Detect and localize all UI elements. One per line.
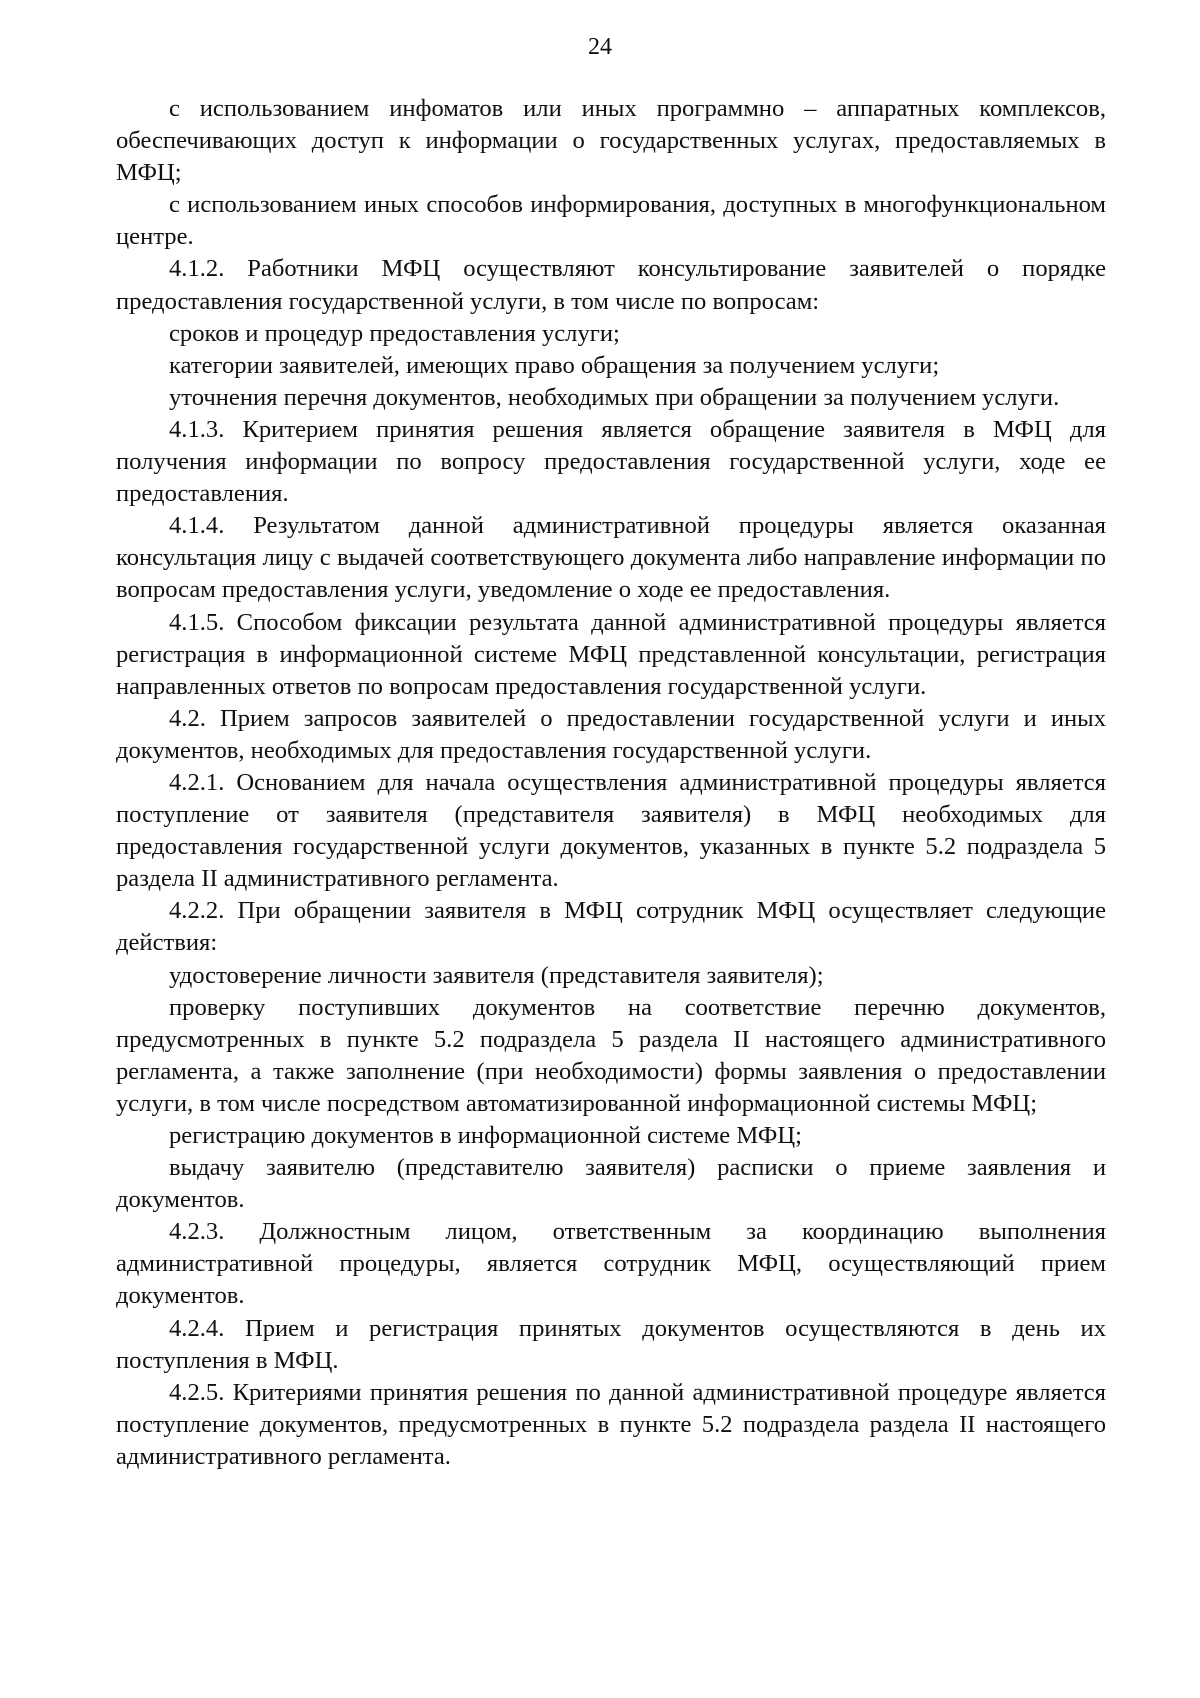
paragraph: регистрацию документов в информационной системе МФЦ; bbox=[169, 1122, 802, 1149]
paragraph: выдачу заявителю (представителю заявителя) расписки о приеме заявления и документов. bbox=[116, 1154, 1106, 1214]
paragraph: 4.1.5. Способом фиксации результата данной административной процедуры является регистрация в информационной системе МФЦ представленной консультации, регистрация направленных ответов по вопросам предоставления государственной услуги. bbox=[116, 608, 1106, 700]
paragraph: сроков и процедур предоставления услуги; bbox=[169, 319, 620, 347]
paragraph: 4.2.4. Прием и регистрация принятых документов осуществляются в день их поступления в МФЦ. bbox=[116, 1314, 1106, 1374]
paragraph: проверку поступивших документов на соответствие перечню документов, предусмотренных в пункте 5.2 подраздела 5 раздела II настоящего административного регламента, а также заполнение (при необходимости) формы заявления о предоставлении услуги, в том числе посредством автоматизированной информационной системы МФЦ; bbox=[116, 993, 1106, 1117]
paragraph: категории заявителей, имеющих право обращения за получением услуги; bbox=[169, 351, 940, 379]
paragraph: 4.2.1. Основанием для начала осуществления административной процедуры является поступление от заявителя (представителя заявителя) в МФЦ необходимых для предоставления государственной услуги документов, указанных в пункте 5.2 подраздела 5 раздела II административного регламента. bbox=[116, 768, 1106, 893]
paragraph: 4.2.3. Должностным лицом, ответственным за координацию выполнения административной процедуры, является сотрудник МФЦ, осуществляющий прием документов. bbox=[116, 1218, 1106, 1310]
paragraph: 4.2.2. При обращении заявителя в МФЦ сотрудник МФЦ осуществляет следующие действия: bbox=[116, 897, 1106, 957]
paragraph: уточнения перечня документов, необходимых при обращении за получением услуги. bbox=[169, 383, 1060, 411]
paragraph: 4.2. Прием запросов заявителей о предоставлении государственной услуги и иных документов, необходимых для предоставления государственной услуги. bbox=[116, 704, 1106, 764]
paragraph: 4.1.4. Результатом данной административной процедуры является оказанная консультация лицу с выдачей соответствующего документа либо направление информации по вопросам предоставления услуги, уведомление о ходе ее предоставления. bbox=[116, 512, 1106, 604]
page-number: 24 bbox=[588, 34, 612, 60]
document-body bbox=[116, 93, 1106, 1473]
paragraph: с использованием иных способов информирования, доступных в многофункциональном центре. bbox=[116, 191, 1106, 251]
paragraph: 4.1.2. Работники МФЦ осуществляют консультирование заявителей о порядке предоставления государственной услуги, в том числе по вопросам: bbox=[116, 255, 1106, 315]
paragraph: с использованием инфоматов или иных программно – аппаратных комплексов, обеспечивающих доступ к информации о государственных услугах, предоставляемых в МФЦ; bbox=[116, 95, 1106, 187]
paragraph: удостоверение личности заявителя (представителя заявителя); bbox=[169, 961, 824, 989]
paragraph: 4.1.3. Критерием принятия решения является обращение заявителя в МФЦ для получения информации по вопросу предоставления государственной услуги, ходе ее предоставления. bbox=[116, 415, 1106, 508]
paragraph: 4.2.5. Критериями принятия решения по данной административной процедуре является поступление документов, предусмотренных в пункте 5.2 подраздела раздела II настоящего административного регламента. bbox=[116, 1378, 1106, 1470]
